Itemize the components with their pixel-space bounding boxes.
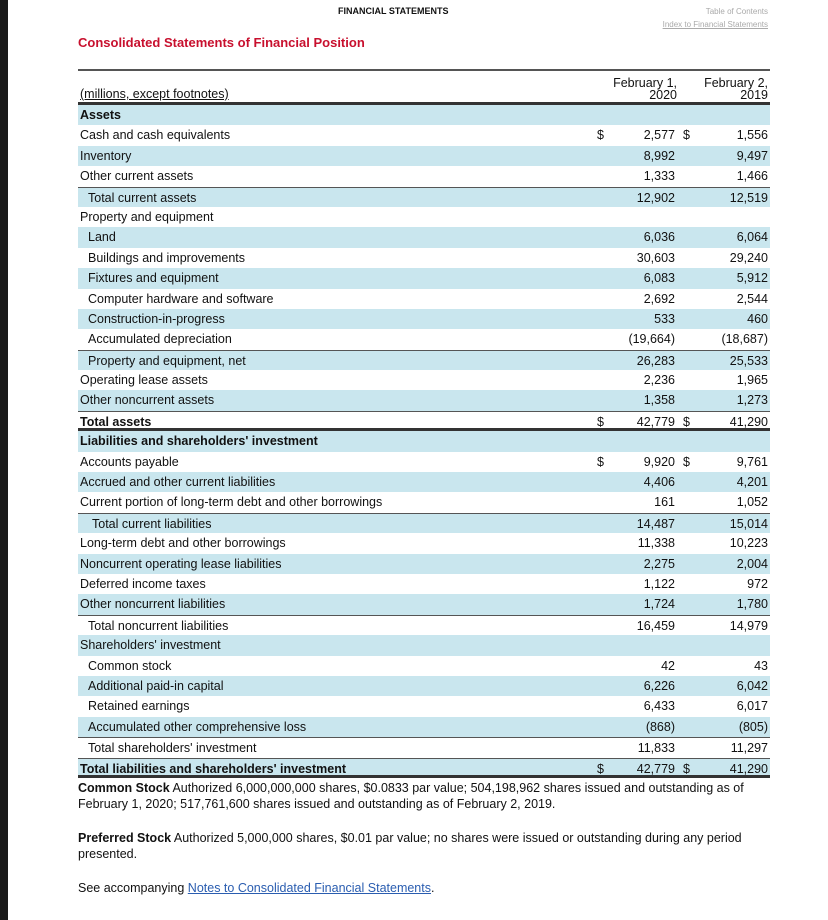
table-row — [78, 187, 770, 207]
value-2019: 1,466 — [736, 169, 768, 184]
row-label: Additional paid-in capital — [88, 678, 224, 693]
index-link[interactable]: Index to Financial Statements — [662, 20, 768, 29]
value-2020: 1,724 — [643, 597, 675, 612]
preferred-stock-text: Authorized 5,000,000 shares, $0.01 par value; no shares were issued or outstanding during any period presented. — [78, 831, 742, 861]
value-2020: 1,122 — [643, 576, 675, 591]
table-row — [78, 268, 770, 288]
value-2019: 11,297 — [730, 741, 768, 756]
table-row — [78, 329, 770, 349]
row-label: Common stock — [88, 658, 172, 673]
financial-position-table — [78, 69, 770, 778]
row-label: Liabilities and shareholders' investment — [80, 434, 318, 449]
value-2019: 460 — [747, 311, 768, 326]
table-row — [78, 513, 770, 533]
row-label: Other noncurrent liabilities — [80, 597, 226, 612]
value-2020: 26,283 — [636, 353, 675, 368]
see-end: . — [431, 881, 435, 895]
value-2020: 9,920 — [643, 454, 675, 469]
table-row — [78, 452, 770, 472]
dollar-sign: $ — [597, 761, 604, 776]
table-row — [78, 574, 770, 594]
value-2019: 41,290 — [729, 414, 768, 429]
footnotes — [78, 780, 778, 914]
column-header-2020 — [613, 77, 677, 101]
value-2020: 16,459 — [636, 618, 675, 633]
see-text: See accompanying — [78, 881, 188, 895]
table-row — [78, 696, 770, 716]
row-label: Total liabilities and shareholders' investment — [80, 761, 347, 776]
value-2020: 42,779 — [636, 414, 675, 429]
table-row — [78, 411, 770, 431]
table-body — [78, 105, 770, 778]
row-label: Total shareholders' investment — [88, 741, 257, 756]
value-2019: 1,052 — [736, 495, 768, 510]
value-2019: 10,223 — [729, 536, 768, 551]
value-2020: 2,275 — [643, 556, 675, 571]
value-2020: 11,833 — [637, 741, 675, 756]
value-2019: 12,519 — [729, 190, 768, 205]
value-2019: (805) — [738, 719, 768, 734]
table-row — [78, 431, 770, 451]
row-label: Accumulated depreciation — [88, 332, 232, 347]
dollar-sign: $ — [597, 454, 604, 469]
row-label: Retained earnings — [88, 699, 190, 714]
col2-line2: 2019 — [740, 88, 768, 102]
col1-line1: February 1, — [613, 76, 677, 90]
value-2020: 6,083 — [643, 271, 675, 286]
row-label: Total current assets — [88, 190, 197, 205]
col2-line1: February 2, — [704, 76, 768, 90]
value-2019: 1,273 — [736, 393, 768, 408]
value-2020: 4,406 — [643, 475, 675, 490]
row-label: Other noncurrent assets — [80, 393, 215, 408]
row-label: Operating lease assets — [80, 373, 208, 388]
row-label: Construction-in-progress — [88, 311, 225, 326]
table-row — [78, 533, 770, 553]
value-2019: 14,979 — [729, 618, 768, 633]
common-stock-note — [78, 780, 778, 812]
value-2019: 6,017 — [736, 699, 768, 714]
row-label: Property and equipment — [80, 209, 214, 224]
value-2019: 43 — [754, 658, 768, 673]
value-2019: (18,687) — [721, 332, 768, 347]
row-label: Buildings and improvements — [88, 250, 246, 265]
value-2020: 14,487 — [636, 516, 675, 531]
value-2020: 6,036 — [643, 230, 675, 245]
table-row — [78, 492, 770, 512]
dollar-sign: $ — [597, 128, 604, 143]
value-2019: 9,761 — [736, 454, 768, 469]
value-2019: 41,290 — [729, 761, 768, 776]
row-label: Total current liabilities — [92, 516, 212, 531]
row-label: Long-term debt and other borrowings — [80, 536, 286, 551]
value-2019: 9,497 — [736, 148, 768, 163]
table-row — [78, 105, 770, 125]
dollar-sign: $ — [683, 454, 690, 469]
preferred-stock-title: Preferred Stock — [78, 831, 172, 845]
dollar-sign: $ — [683, 414, 690, 429]
table-row — [78, 758, 770, 778]
value-2020: (19,664) — [628, 332, 675, 347]
value-2020: 30,603 — [636, 250, 675, 265]
value-2020: 2,692 — [643, 291, 675, 306]
value-2020: 6,226 — [643, 678, 675, 693]
section-header: FINANCIAL STATEMENTS — [338, 6, 449, 16]
unit-label: (millions, except footnotes) — [80, 87, 229, 101]
value-2020: 533 — [654, 311, 675, 326]
table-row — [78, 390, 770, 410]
value-2019: 1,556 — [736, 128, 768, 143]
value-2020: 2,236 — [643, 373, 675, 388]
value-2019: 2,004 — [736, 556, 768, 571]
table-row — [78, 309, 770, 329]
value-2020: 2,577 — [643, 128, 675, 143]
table-row — [78, 717, 770, 737]
value-2020: 8,992 — [643, 148, 675, 163]
value-2020: 11,338 — [637, 536, 675, 551]
value-2019: 1,965 — [736, 373, 768, 388]
table-row — [78, 248, 770, 268]
table-row — [78, 615, 770, 635]
dollar-sign: $ — [597, 414, 604, 429]
table-row — [78, 227, 770, 247]
value-2020: 12,902 — [636, 190, 675, 205]
row-label: Current portion of long-term debt and other borrowings — [80, 495, 383, 510]
table-row — [78, 676, 770, 696]
value-2020: 1,358 — [643, 393, 675, 408]
column-header-2019 — [704, 77, 768, 101]
row-label: Inventory — [80, 148, 132, 163]
row-label: Accumulated other comprehensive loss — [88, 719, 307, 734]
value-2019: 2,544 — [736, 291, 768, 306]
value-2019: 5,912 — [736, 271, 768, 286]
value-2019: 29,240 — [729, 250, 768, 265]
table-row — [78, 656, 770, 676]
row-label: Land — [88, 230, 116, 245]
value-2019: 4,201 — [736, 475, 768, 490]
row-label: Noncurrent operating lease liabilities — [80, 556, 282, 571]
row-label: Accounts payable — [80, 454, 179, 469]
value-2020: 1,333 — [643, 169, 675, 184]
row-label: Fixtures and equipment — [88, 271, 219, 286]
table-row — [78, 207, 770, 227]
dollar-sign: $ — [683, 761, 690, 776]
row-label: Computer hardware and software — [88, 291, 274, 306]
table-row — [78, 350, 770, 370]
value-2019: 972 — [747, 576, 768, 591]
toc-links — [663, 5, 768, 31]
value-2019: 6,064 — [736, 230, 768, 245]
col1-line2: 2020 — [649, 88, 677, 102]
value-2020: 42,779 — [636, 761, 675, 776]
see-notes — [78, 880, 778, 896]
common-stock-text: Authorized 6,000,000,000 shares, $0.0833 par value; 504,198,962 shares issued and outstanding as of February 1, 2020; 517,761,600 shares issued and outstanding as of February 2, 2019. — [78, 781, 744, 811]
value-2020: 42 — [661, 658, 675, 673]
value-2019: 15,014 — [729, 516, 768, 531]
table-row — [78, 554, 770, 574]
notes-link[interactable]: Notes to Consolidated Financial Statements — [187, 881, 431, 895]
row-label: Other current assets — [80, 169, 194, 184]
row-label: Accrued and other current liabilities — [80, 475, 276, 490]
table-row — [78, 594, 770, 614]
table-row — [78, 635, 770, 655]
common-stock-title: Common Stock — [78, 781, 170, 795]
value-2019: 6,042 — [736, 678, 768, 693]
row-label: Deferred income taxes — [80, 576, 206, 591]
row-label: Cash and cash equivalents — [80, 128, 231, 143]
table-header — [78, 71, 770, 105]
table-row — [78, 289, 770, 309]
row-label: Total assets — [80, 414, 152, 429]
dollar-sign: $ — [683, 128, 690, 143]
value-2019: 1,780 — [736, 597, 768, 612]
row-label: Assets — [80, 108, 121, 122]
table-row — [78, 146, 770, 166]
row-label: Total noncurrent liabilities — [88, 618, 229, 633]
left-edge-bar — [0, 0, 8, 920]
value-2019: 25,533 — [729, 353, 768, 368]
page-title: Consolidated Statements of Financial Position — [78, 35, 365, 50]
value-2020: (868) — [645, 719, 675, 734]
table-row — [78, 125, 770, 145]
table-row — [78, 166, 770, 186]
row-label: Property and equipment, net — [88, 353, 246, 368]
value-2020: 161 — [654, 495, 675, 510]
table-row — [78, 737, 770, 757]
table-row — [78, 370, 770, 390]
table-of-contents-link[interactable]: Table of Contents — [705, 7, 768, 16]
value-2020: 6,433 — [643, 699, 675, 714]
table-row — [78, 472, 770, 492]
row-label: Shareholders' investment — [80, 638, 221, 653]
preferred-stock-note — [78, 830, 778, 862]
